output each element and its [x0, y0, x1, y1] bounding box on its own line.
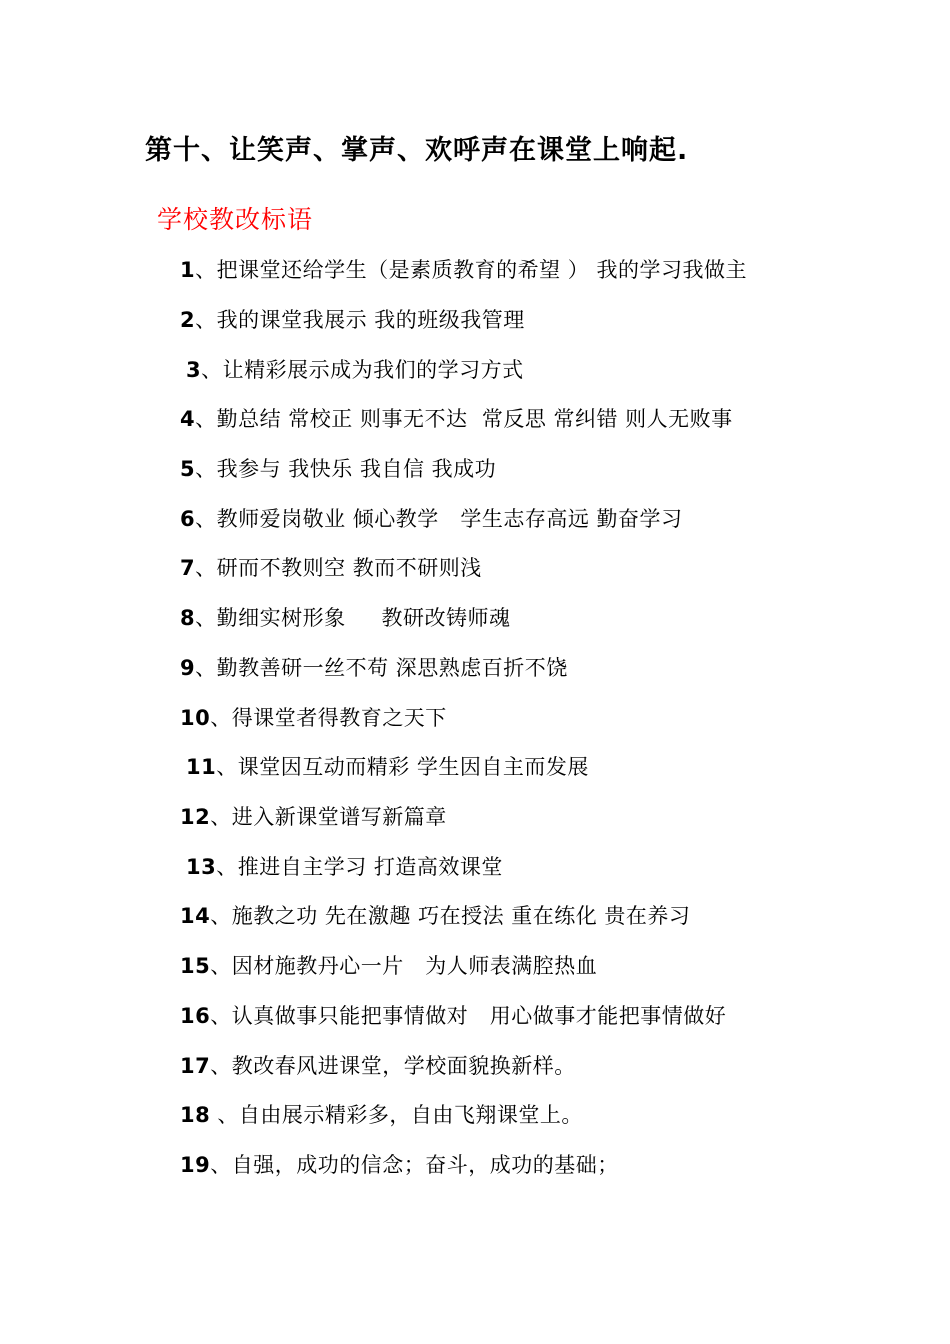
slogan-item [186, 851, 503, 881]
slogan-separator: 、 [210, 1054, 232, 1078]
slogan-item [180, 1149, 619, 1179]
slogan-text: 施教之功 先在激趣 巧在授法 重在练化 贵在养习 [231, 904, 691, 928]
slogan-text: 因材施教丹心一片 为人师表满腔热血 [231, 954, 598, 978]
page-heading: 第十、让笑声、掌声、欢呼声在课堂上响起. [145, 135, 689, 166]
slogan-text: 我的课堂我展示 我的班级我管理 [216, 308, 525, 332]
slogan-item [180, 304, 525, 334]
slogan-number: 2 [180, 308, 196, 332]
slogan-separator: 、 [210, 904, 232, 928]
slogan-number: 12 [180, 805, 211, 829]
slogan-number: 10 [180, 706, 211, 730]
slogan-item [180, 900, 690, 930]
slogan-text: 自由展示精彩多，自由飞翔课堂上。 [238, 1103, 583, 1127]
slogan-item [180, 801, 447, 831]
slogan-item [180, 453, 496, 483]
slogan-item [180, 503, 683, 533]
section-title: 学校教改标语 [157, 205, 314, 234]
slogan-number: 18 [180, 1103, 211, 1127]
slogan-text: 勤教善研一丝不苟 深思熟虑百折不饶 [216, 656, 568, 680]
slogan-text: 把课堂还给学生（是素质教育的希望 ） 我的学习我做主 [216, 258, 747, 282]
slogan-item [180, 652, 568, 682]
slogan-item [180, 1050, 576, 1080]
slogan-item [180, 552, 482, 582]
slogan-separator: 、 [210, 1004, 232, 1028]
slogan-text: 得课堂者得教育之天下 [231, 706, 447, 730]
slogan-item [180, 403, 733, 433]
slogan-item [180, 1099, 583, 1129]
slogan-item [180, 602, 511, 632]
slogan-number: 19 [180, 1153, 211, 1177]
slogan-text: 让精彩展示成为我们的学习方式 [222, 358, 524, 382]
slogan-number: 16 [180, 1004, 211, 1028]
slogan-item [180, 702, 447, 732]
slogan-separator: 、 [216, 855, 238, 879]
slogan-separator: 、 [195, 556, 217, 580]
slogan-item [186, 354, 524, 384]
slogan-separator: 、 [216, 755, 238, 779]
slogan-number: 17 [180, 1054, 211, 1078]
slogan-item [180, 254, 747, 284]
slogan-number: 7 [180, 556, 196, 580]
slogan-separator: 、 [195, 407, 217, 431]
slogan-number: 9 [180, 656, 196, 680]
slogan-text: 自强，成功的信念；奋斗，成功的基础； [231, 1153, 619, 1177]
slogan-separator: 、 [195, 258, 217, 282]
slogan-number: 4 [180, 407, 196, 431]
slogan-number: 8 [180, 606, 196, 630]
slogan-text: 推进自主学习 打造高效课堂 [237, 855, 503, 879]
slogan-number: 11 [186, 755, 217, 779]
slogan-text: 认真做事只能把事情做对 用心做事才能把事情做好 [231, 1004, 727, 1028]
slogan-separator: 、 [210, 805, 232, 829]
slogan-text: 勤细实树形象 教研改铸师魂 [216, 606, 511, 630]
slogan-separator: 、 [210, 954, 232, 978]
slogan-number: 5 [180, 457, 196, 481]
slogan-number: 14 [180, 904, 211, 928]
slogan-number: 13 [186, 855, 217, 879]
slogan-number: 15 [180, 954, 211, 978]
slogan-item [186, 751, 589, 781]
slogan-text: 研而不教则空 教而不研则浅 [216, 556, 482, 580]
slogan-separator: 、 [210, 1153, 232, 1177]
slogan-separator: 、 [210, 1103, 239, 1127]
slogan-text: 勤总结 常校正 则事无不达 常反思 常纠错 则人无败事 [216, 407, 733, 431]
slogan-item [180, 950, 597, 980]
slogan-separator: 、 [195, 656, 217, 680]
slogan-separator: 、 [195, 457, 217, 481]
slogan-text: 我参与 我快乐 我自信 我成功 [216, 457, 497, 481]
slogan-number: 6 [180, 507, 196, 531]
slogan-text: 教师爱岗敬业 倾心教学 学生志存高远 勤奋学习 [216, 507, 683, 531]
slogan-number: 3 [186, 358, 202, 382]
slogan-item [180, 1000, 726, 1030]
slogan-separator: 、 [210, 706, 232, 730]
slogan-separator: 、 [195, 308, 217, 332]
slogan-text: 进入新课堂谱写新篇章 [231, 805, 447, 829]
slogan-separator: 、 [201, 358, 223, 382]
slogan-text: 课堂因互动而精彩 学生因自主而发展 [237, 755, 589, 779]
slogan-separator: 、 [195, 507, 217, 531]
slogan-text: 教改春风进课堂，学校面貌换新样。 [231, 1054, 576, 1078]
slogan-number: 1 [180, 258, 196, 282]
slogan-separator: 、 [195, 606, 217, 630]
